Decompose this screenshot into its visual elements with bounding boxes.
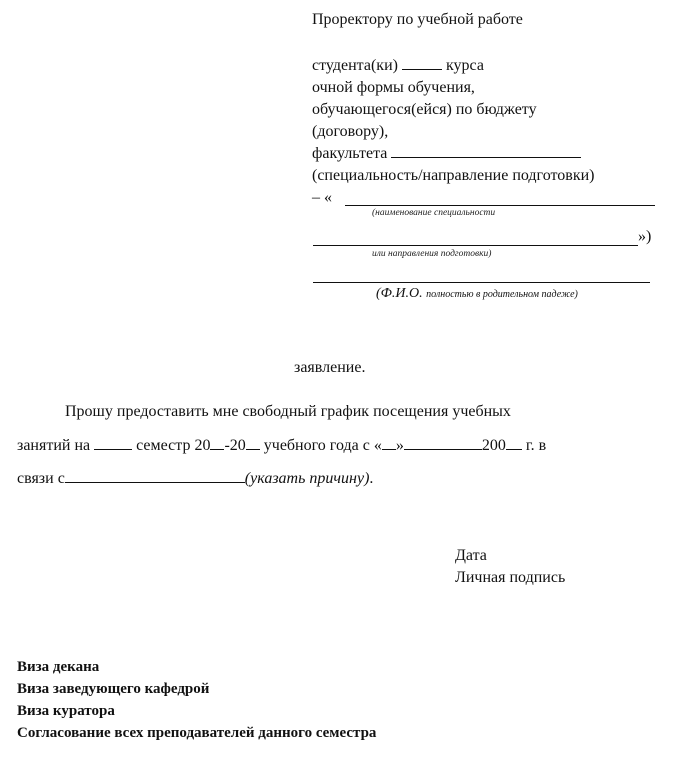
course-blank[interactable] bbox=[402, 55, 442, 70]
year-start-blank[interactable] bbox=[210, 435, 224, 450]
fio-blank[interactable] bbox=[313, 282, 650, 283]
body-text: семестр 20 bbox=[136, 437, 211, 454]
body-text: связи с bbox=[17, 470, 65, 487]
closing-quote: ») bbox=[638, 228, 652, 245]
approval-curator: Виза куратора bbox=[17, 703, 115, 719]
reason-blank[interactable] bbox=[65, 468, 245, 483]
budget-line: обучающегося(ейся) по бюджету bbox=[312, 101, 537, 118]
student-prefix: студента(ки) bbox=[312, 57, 398, 74]
fio-main: (Ф.И.О. bbox=[376, 286, 423, 301]
fio-caption bbox=[376, 286, 578, 302]
month-blank[interactable] bbox=[404, 435, 482, 450]
date-label: Дата bbox=[455, 547, 487, 564]
specialty-dash: – « bbox=[312, 189, 332, 206]
approval-head-of-department: Виза заведующего кафедрой bbox=[17, 681, 210, 697]
reason-hint: (указать причину) bbox=[244, 470, 370, 487]
year-blank[interactable] bbox=[506, 435, 522, 450]
body-text: . bbox=[369, 470, 374, 487]
contract-line: (договору), bbox=[312, 123, 389, 140]
body-text: -20 bbox=[224, 437, 246, 454]
body-text: г. в bbox=[525, 437, 547, 454]
form-line: очной формы обучения, bbox=[312, 79, 475, 96]
signature-label: Личная подпись bbox=[455, 569, 566, 586]
caption-direction: или направления подготовки) bbox=[372, 249, 492, 259]
day-blank[interactable] bbox=[382, 435, 396, 450]
faculty-label: факультета bbox=[312, 145, 388, 162]
specialty-line: (специальность/направление подготовки) bbox=[312, 167, 595, 184]
body-text: учебного года с « bbox=[263, 437, 382, 454]
semester-blank[interactable] bbox=[94, 435, 132, 450]
caption-specialty: (наименование специальности bbox=[372, 208, 496, 218]
addressee: Проректору по учебной работе bbox=[312, 11, 523, 28]
body-line-3 bbox=[17, 468, 373, 490]
student-suffix: курса bbox=[445, 57, 484, 74]
faculty-line bbox=[312, 143, 581, 165]
body-line-1: Прошу предоставить мне свободный график посещения учебных bbox=[65, 403, 511, 420]
body-line-2 bbox=[17, 435, 546, 457]
body-text: 200 bbox=[481, 437, 506, 454]
approval-dean: Виза декана bbox=[17, 659, 100, 675]
body-text: » bbox=[395, 437, 404, 454]
student-course-line bbox=[312, 55, 484, 77]
approval-teachers: Согласование всех преподавателей данного семестра bbox=[17, 725, 377, 741]
specialty-blank[interactable] bbox=[345, 205, 655, 206]
direction-blank[interactable] bbox=[313, 245, 638, 246]
document-title: заявление. bbox=[294, 359, 366, 376]
faculty-blank[interactable] bbox=[391, 143, 581, 158]
year-end-blank[interactable] bbox=[246, 435, 260, 450]
fio-small: полностью в родительном падеже) bbox=[426, 289, 578, 300]
body-text: занятий на bbox=[17, 437, 91, 454]
